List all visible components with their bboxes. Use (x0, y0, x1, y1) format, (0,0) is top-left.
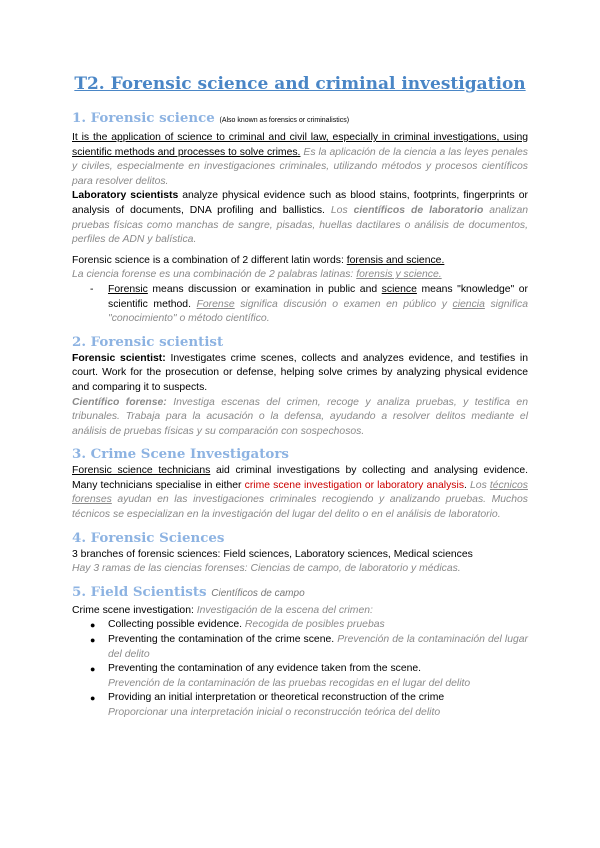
combo-text: Forensic science is a combination of 2 different latin words: (72, 254, 347, 266)
bullet-dot: ● (90, 620, 96, 631)
lab-es-text: analizan pruebas físicas como manchas de sangre, pisadas, huellas dactilares o análisis de documentos, perfiles de ADN y balística. (72, 204, 529, 246)
bullet-dot: ● (90, 635, 96, 646)
technicians-highlight: crime scene investigation or laboratory analysis (244, 479, 465, 491)
lab-es-pre: Los (330, 204, 354, 216)
document-body (72, 109, 528, 721)
item-en: Preventing the contamination of any evidence taken from the scene. (108, 663, 422, 675)
document-title: T2. Forensic science and criminal investigation (74, 74, 526, 94)
item-es: Proporcionar una interpretación inicial o reconstrucción teórica del delito (108, 707, 441, 718)
section-5-list (72, 618, 528, 720)
section-4-es: Hay 3 ramas de las ciencias forenses: Ciencias de campo, de laboratorio y médicas. (72, 563, 461, 575)
section-1-heading (72, 109, 528, 130)
section-5-heading-gloss: Científicos de campo (211, 587, 305, 599)
combo-es-words: forensis y science. (356, 269, 442, 281)
section-2-text (72, 352, 528, 396)
scientist-es-text: Investiga escenas del crimen, recoge y analiza pruebas, y testifica en tribunales. Trabaja para la acusación o la defensa, ayudando a resolver delitos mediante el análisis de pruebas físicas y su comparación con sospechosos. (72, 396, 528, 437)
combo-words: forensis and science. (346, 254, 445, 266)
list-item (72, 691, 528, 720)
technicians-term: Forensic science technicians (72, 465, 211, 477)
section-1-list (72, 283, 528, 327)
item-en: Providing an initial interpretation or theoretical reconstruction of the crime (108, 692, 445, 704)
scientist-es-term: Científico forense: (72, 396, 167, 408)
b1-es-mid: significa discusión o examen en público y (234, 298, 453, 310)
b1-es-rest: significa "conocimiento" o método científico. (108, 298, 528, 325)
b1-mid: means discussion or examination in public and (147, 283, 382, 295)
scientist-text: Investigates crime scenes, collects and analyzes evidence, and testifies in court. Work for the prosecution or defense, helping solve crimes by analyzing physical evidence and comparing it to suspects. (72, 352, 528, 393)
section-3-text (72, 464, 528, 522)
intro-es: Investigación de la escena del crimen: (193, 604, 373, 616)
section-2-heading: 2. Forensic scientist (72, 333, 224, 350)
ciencia-word: ciencia (452, 298, 485, 310)
bullet-dot: ● (90, 693, 96, 704)
list-item (72, 633, 528, 662)
section-5-heading (72, 583, 528, 603)
item-en: Preventing the contamination of the crime scene. (108, 634, 335, 646)
forensic-word: Forensic (108, 283, 148, 295)
section-4-text: 3 branches of forensic sciences: Field sciences, Laboratory sciences, Medical sciences (72, 548, 473, 560)
item-es: Prevención de la contaminación del lugar del delito (108, 634, 528, 660)
forense-word: Forense (196, 298, 235, 310)
list-item (72, 618, 528, 633)
section-5-intro (72, 604, 528, 619)
technicians-es-term: técnicos forenses (72, 479, 528, 506)
technicians-text-a: aid criminal investigations by collecting and analysing evidence. Many technicians specialise in either (72, 465, 528, 491)
section-2-es (72, 396, 528, 440)
technicians-text-b: . (464, 479, 467, 491)
section-1-combination-es (72, 268, 528, 283)
item-en: Collecting possible evidence. (108, 619, 243, 631)
section-5-heading-text: 5. Field Scientists (72, 583, 207, 600)
section-1-heading-note: (Also known as forensics or criminalistics) (219, 117, 350, 124)
science-word: science (381, 283, 417, 295)
item-es: Recogida de posibles pruebas (244, 619, 385, 631)
lab-text: analyze physical evidence such as blood stains, footprints, fingerprints or analysis of documents, DNA profiling and ballistics. (72, 190, 528, 216)
definition-en: It is the application of science to criminal and civil law, especially in criminal investigations, using scientific methods and processes to solve crimes. (72, 132, 528, 158)
scientist-term: Forensic scientist: (72, 352, 166, 364)
bullet-dot: ● (90, 664, 96, 675)
section-1-definition (72, 131, 528, 189)
section-3-heading: 3. Crime Scene Investigators (72, 446, 289, 463)
technicians-es-text: ayudan en las investigaciones criminales recogiendo y analizando pruebas. Muchos técnicos se especializan en la investigación del lugar del delito o en el análisis de laboratorio. (72, 494, 528, 521)
section-1-heading-text: 1. Forensic science (72, 110, 215, 126)
lab-es-term: científicos de laboratorio (353, 204, 484, 216)
section-1-combination (72, 254, 528, 269)
section-4-heading: 4. Forensic Sciences (72, 529, 225, 546)
section-1-lab-scientists (72, 189, 528, 247)
item-es: Prevención de la contaminación de las pruebas recogidas en el lugar del delito (108, 677, 471, 689)
definition-es: Es la aplicación de la ciencia a las leyes penales y civiles, especialmente en investigaciones criminales, utilizando métodos y procesos científicos para resolver delitos. (72, 146, 529, 187)
intro-en: Crime scene investigation: (72, 604, 194, 616)
technicians-es-pre: Los (470, 479, 490, 491)
lab-term: Laboratory scientists (72, 190, 179, 202)
dash-bullet: - (90, 283, 94, 295)
combo-es-text: La ciencia forense es una combinación de 2 palabras latinas: (72, 269, 357, 281)
list-item (72, 662, 528, 691)
list-item (72, 283, 528, 327)
b1-rest: means "knowledge" or scientific method. (108, 283, 528, 310)
